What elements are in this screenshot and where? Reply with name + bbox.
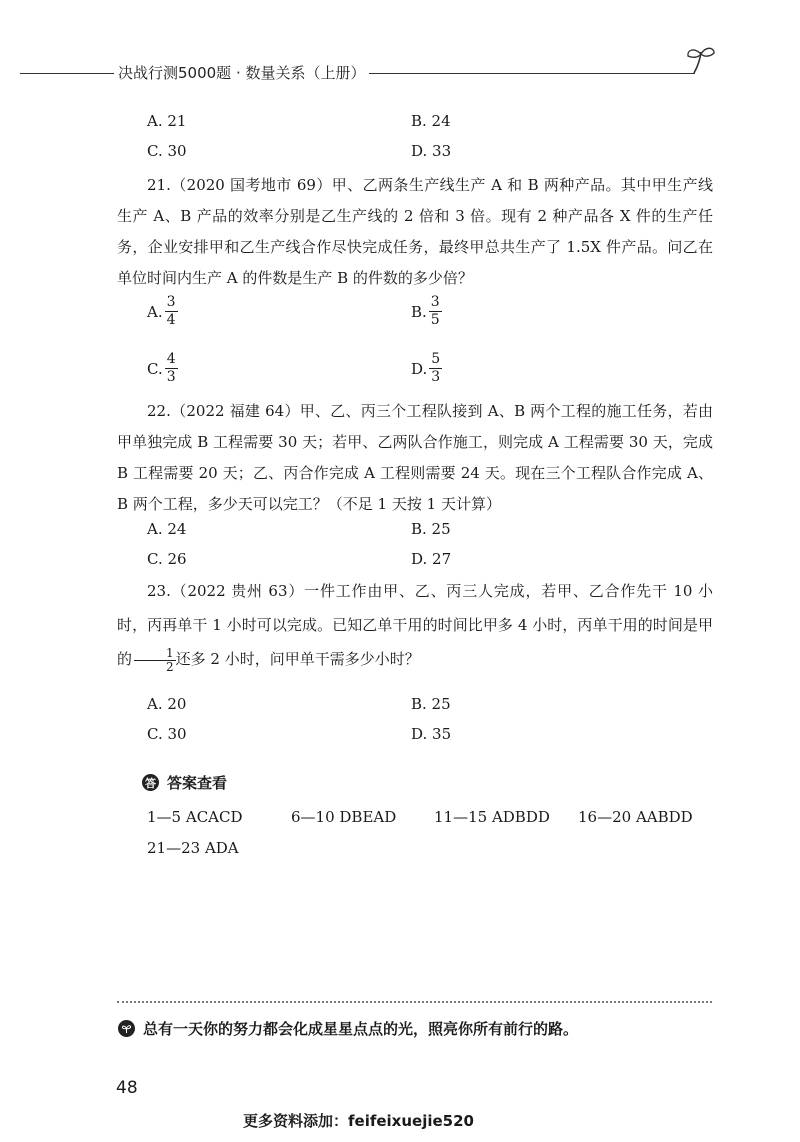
answer-group: 16—20 AABDD [578, 808, 693, 826]
fraction [165, 351, 178, 386]
q23-text-part1: 23.（2022 贵州 63）一件工作由甲、乙、丙三人完成，若甲、乙合作先干 10 小时，丙再单干 1 小时可以完成。已知乙单干用的时间比甲多 4 小时，丙单干用的时间是甲的 [117, 582, 713, 668]
answer-group: 11—15 ADBDD [434, 808, 550, 826]
denominator: 4 [166, 312, 176, 328]
fraction [429, 351, 442, 386]
answer-group: 6—10 DBEAD [291, 808, 397, 826]
option-label: C. [147, 359, 163, 378]
q21-option-a [147, 294, 178, 329]
answers-heading [142, 772, 227, 793]
q22-option-b: B. 25 [411, 520, 451, 538]
numerator: 1 [134, 647, 176, 661]
fraction [429, 294, 442, 329]
denominator: 2 [166, 659, 174, 674]
q20-option-a: A. 21 [147, 112, 187, 130]
q23-fraction [134, 647, 176, 674]
q21-option-b [411, 294, 442, 329]
sprout-icon [684, 44, 718, 78]
answer-icon: 答 [142, 774, 159, 791]
page-number: 48 [116, 1078, 138, 1098]
q21-option-d [411, 351, 442, 386]
q21-text: 21.（2020 国考地市 69）甲、乙两条生产线生产 A 和 B 两种产品。其中甲生产线生产 A、B 产品的效率分别是乙生产线的 2 倍和 3 倍。现有 2 种产品各 X 件的生产任务，企业安排甲和乙生产线合作尽快完成任务，最终甲总共生产了 1.5X 件产品。问乙在单位时间内生产 A 的件数是生产 B 的件数的多少倍？ [117, 176, 713, 287]
denominator: 3 [431, 369, 441, 385]
numerator: 3 [166, 294, 176, 310]
motto [118, 1018, 578, 1039]
answers-title: 答案查看 [167, 774, 228, 792]
dotted-divider [117, 1001, 712, 1003]
header-rule-right [340, 73, 695, 74]
fraction [165, 294, 178, 329]
leaf-icon [118, 1020, 135, 1037]
q23-option-b: B. 25 [411, 695, 451, 713]
q23-text-part2: 还多 2 小时，问甲单干需多少小时？ [175, 650, 420, 668]
option-label: A. [147, 302, 163, 321]
q22-option-d: D. 27 [411, 550, 452, 568]
numerator: 3 [430, 294, 440, 310]
q20-option-d: D. 33 [411, 142, 452, 160]
q23-option-a: A. 20 [147, 695, 187, 713]
numerator: 4 [166, 351, 176, 367]
q22-option-c: C. 26 [147, 550, 187, 568]
q21-option-c [147, 351, 178, 386]
q23-option-d: D. 35 [411, 725, 452, 743]
q23-option-c: C. 30 [147, 725, 187, 743]
motto-text: 总有一天你的努力都会化成星星点点的光，照亮你所有前行的路。 [143, 1020, 579, 1038]
option-label: B. [411, 302, 427, 321]
denominator: 5 [430, 312, 440, 328]
option-label: D. [411, 359, 428, 378]
numerator: 5 [431, 351, 441, 367]
footer-note: 更多资料添加：feifeixuejie520 [243, 1112, 474, 1130]
q23-text [117, 574, 713, 676]
denominator: 3 [166, 369, 176, 385]
answer-group: 1—5 ACACD [147, 808, 243, 826]
q22-text: 22.（2022 福建 64）甲、乙、丙三个工程队接到 A、B 两个工程的施工任务，若由甲单独完成 B 工程需要 30 天；若甲、乙两队合作施工，则完成 A 工程需要 30 天，完成 B 工程需要 20 天；乙、丙合作完成 A 工程则需要 24 天。现在三个工程队合作完成 A、B 两个工程，多少天可以完工？（不足 1 天按 1 天计算） [117, 402, 713, 513]
q22-option-a: A. 24 [147, 520, 187, 538]
q20-option-b: B. 24 [411, 112, 451, 130]
header-title: 决战行测5000题 · 数量关系（上册） [114, 62, 369, 84]
answer-group: 21—23 ADA [147, 839, 239, 857]
q20-option-c: C. 30 [147, 142, 187, 160]
header-rule-left [20, 73, 116, 74]
